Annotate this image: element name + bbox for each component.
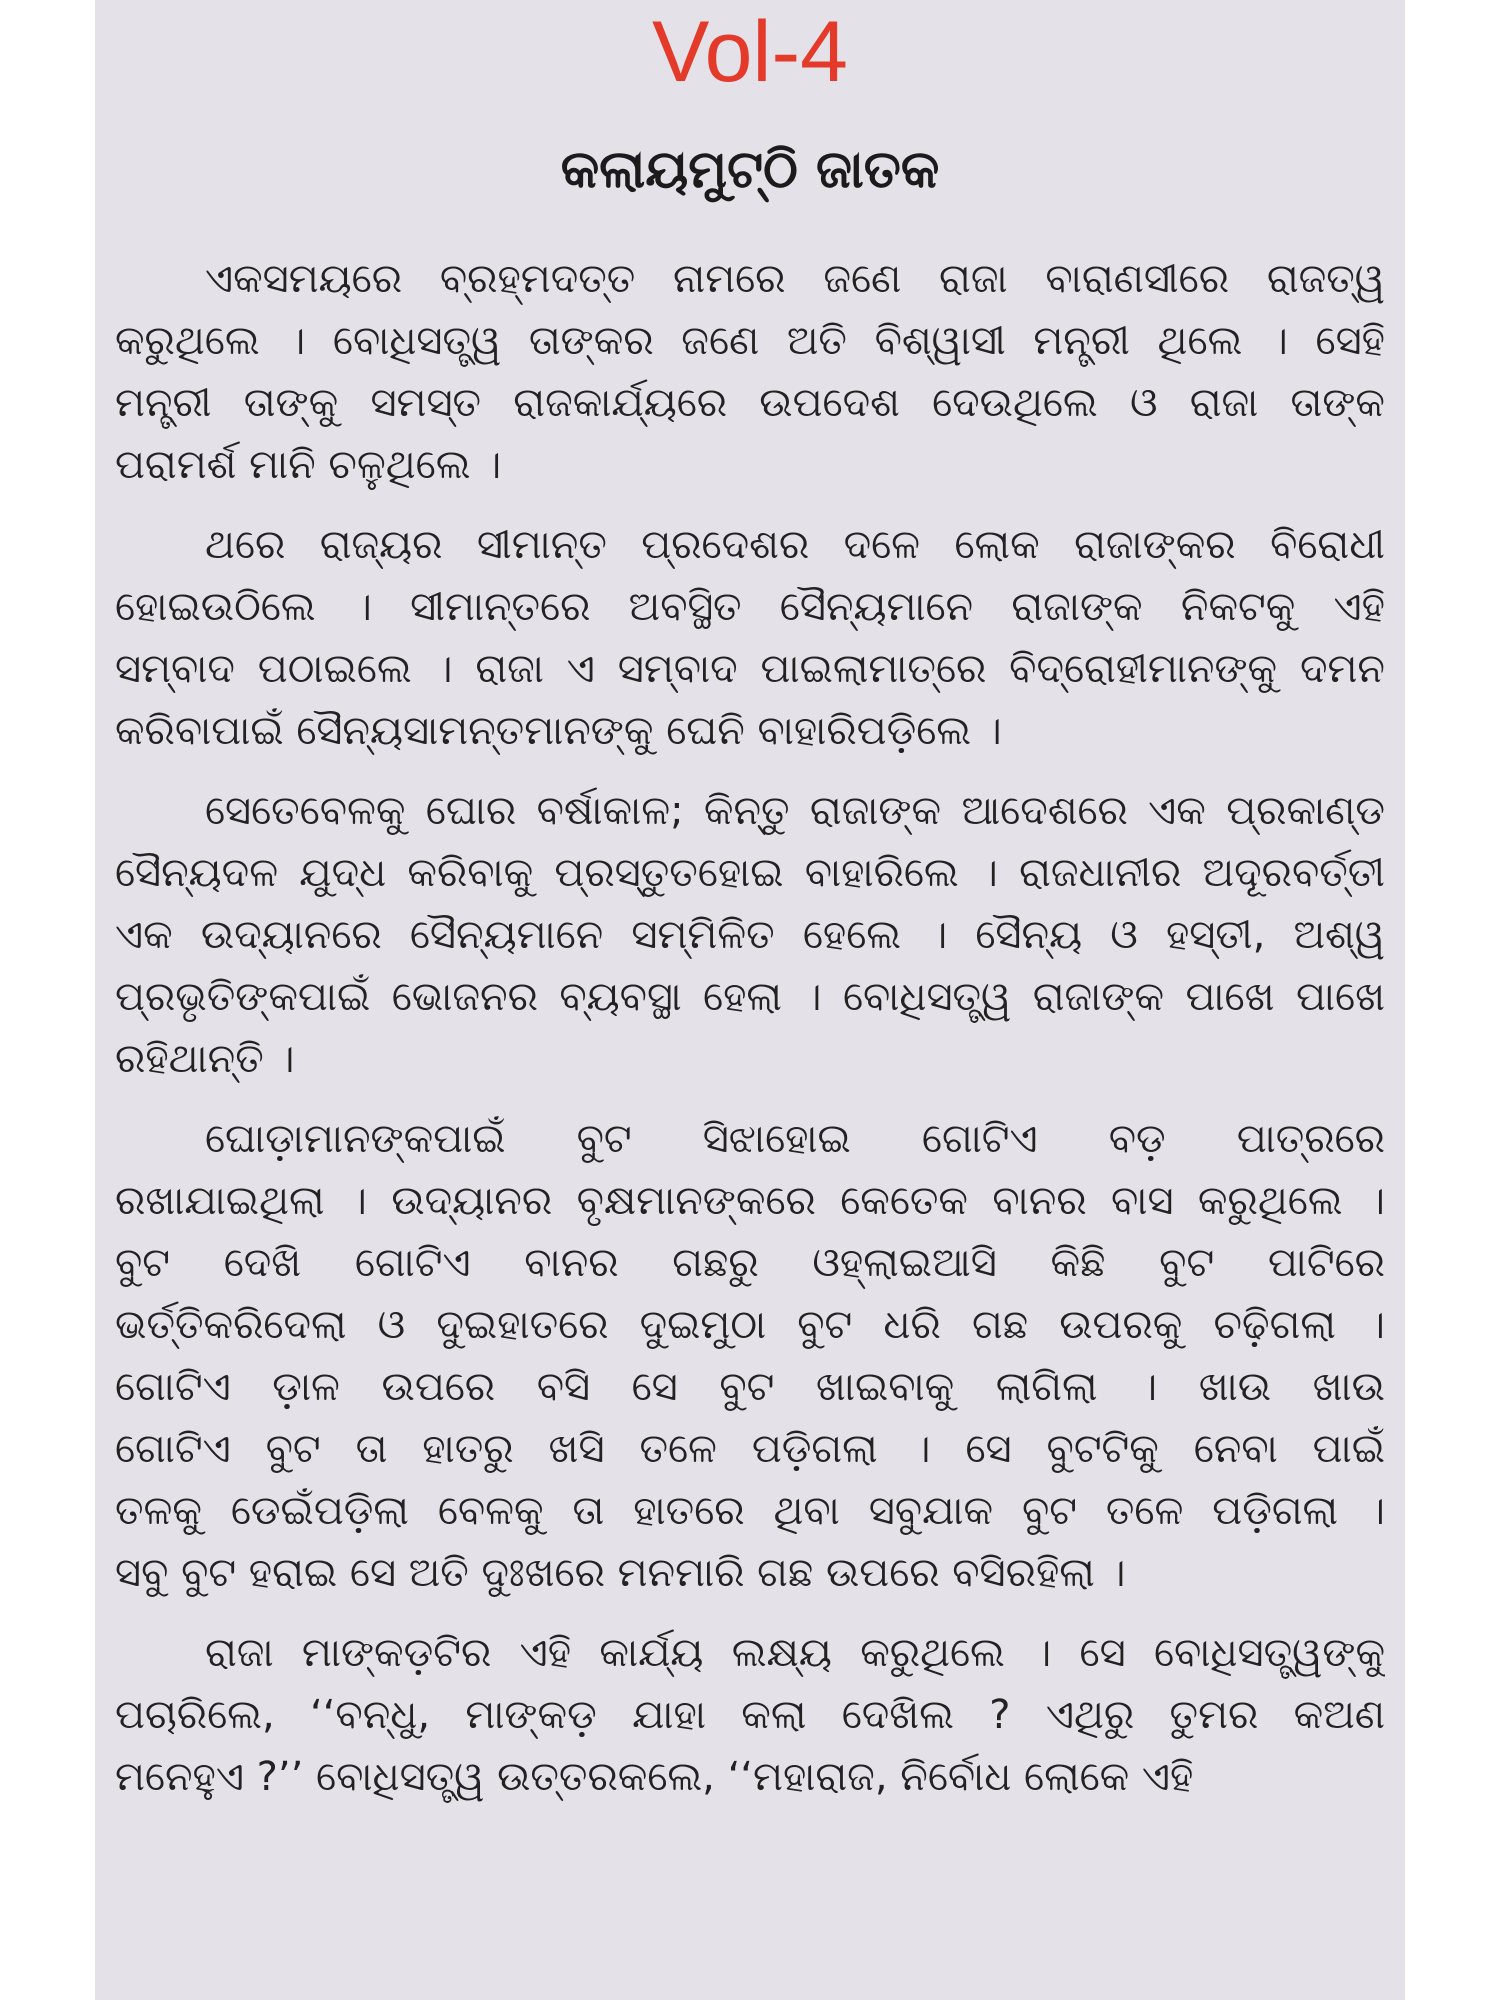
text-line: ବୁଟ ଦେଖି ଗୋଟିଏ ବାନର ଗଛରୁ ଓହ୍ଲାଇଆସି କିଛି ବୁଟ ପାଟିରେ [115, 1240, 1385, 1286]
paragraph [115, 1622, 1385, 1808]
text-line: ଗୋଟିଏ ବୁଟ ତା ହାତରୁ ଖସି ତଳେ ପଡ଼ିଗଲା । ସେ ବୁଟଟିକୁ ନେବା ପାଇଁ [115, 1426, 1385, 1472]
paragraph [115, 1108, 1385, 1604]
text-line: ସୈନ୍ୟଦଳ ଯୁଦ୍ଧ କରିବାକୁ ପ୍ରସ୍ତୁତହୋଇ ବାହାରିଲେ । ରାଜଧାନୀର ଅଦୂରବର୍ତ୍ତୀ [115, 850, 1385, 896]
text-line: ହୋଇଉଠିଲେ । ସୀମାନ୍ତରେ ଅବସ୍ଥିତ ସୈନ୍ୟମାନେ ରାଜାଙ୍କ ନିକଟକୁ ଏହି [115, 584, 1385, 630]
paragraph [115, 248, 1385, 496]
paragraph [115, 780, 1385, 1090]
story-title: କଲାୟମୁଟ୍‌ଠି ଜାତକ [560, 140, 940, 200]
text-line: ସମ୍ବାଦ ପଠାଇଲେ । ରାଜା ଏ ସମ୍ବାଦ ପାଇଲାମାତ୍ରେ ବିଦ୍ରୋହୀମାନଙ୍କୁ ଦମନ [115, 646, 1385, 692]
text-line: ପଚାରିଲେ, ‘‘ବନ୍ଧୁ, ମାଙ୍କଡ଼ ଯାହା କଲା ଦେଖିଲ ? ଏଥିରୁ ତୁମର କଅଣ [115, 1692, 1385, 1738]
text-line: ଭର୍ତ୍ତିକରିଦେଲା ଓ ଦୁଇହାତରେ ଦୁଇମୁଠା ବୁଟ ଧରି ଗଛ ଉପରକୁ ଚଢ଼ିଗଲା । [115, 1302, 1385, 1348]
text-line: ରଖାଯାଇଥିଲା । ଉଦ୍ୟାନର ବୃକ୍ଷମାନଙ୍କରେ କେତେକ ବାନର ବାସ କରୁଥିଲେ । [115, 1178, 1385, 1224]
text-line: ପ୍ରଭୃତିଙ୍କପାଇଁ ଭୋଜନର ବ୍ୟବସ୍ଥା ହେଲା । ବୋଧିସତ୍ତ୍ୱ ରାଜାଙ୍କ ପାଖେ ପାଖେ [115, 974, 1385, 1020]
text-line: ସବୁ ବୁଟ ହରାଇ ସେ ଅତି ଦୁଃଖରେ ମନମାରି ଗଛ ଉପରେ ବସିରହିଲା । [115, 1550, 1126, 1596]
text-line: ମନ୍ତ୍ରୀ ତାଙ୍କୁ ସମସ୍ତ ରାଜକାର୍ଯ୍ୟରେ ଉପଦେଶ ଦେଉଥିଲେ ଓ ରାଜା ତାଙ୍କ [115, 380, 1385, 426]
volume-label: Vol-4 [651, 4, 849, 100]
text-line: ସେତେବେଳକୁ ଘୋର ବର୍ଷାକାଳ; କିନ୍ତୁ ରାଜାଙ୍କ ଆଦେଶରେ ଏକ ପ୍ରକାଣ୍ଡ [205, 788, 1385, 834]
text-line: ଏକ ଉଦ୍ୟାନରେ ସୈନ୍ୟମାନେ ସମ୍ମିଳିତ ହେଲେ । ସୈନ୍ୟ ଓ ହସ୍ତୀ, ଅଶ୍ୱ [115, 912, 1385, 958]
text-line: ଥରେ ରାଜ୍ୟର ସୀମାନ୍ତ ପ୍ରଦେଶର ଦଳେ ଲୋକ ରାଜାଙ୍କର ବିରୋଧୀ [205, 522, 1385, 568]
text-line: କରିବାପାଇଁ ସୈନ୍ୟସାମନ୍ତମାନଙ୍କୁ ଘେନି ବାହାରିପଡ଼ିଲେ । [115, 708, 1002, 754]
text-line: ଏକସମୟରେ ବ୍ରହ୍ମଦତ୍ତ ନାମରେ ଜଣେ ରାଜା ବାରାଣସୀରେ ରାଜତ୍ୱ [205, 256, 1385, 302]
text-line: ତଳକୁ ଡେଇଁପଡ଼ିଲା ବେଳକୁ ତା ହାତରେ ଥିବା ସବୁଯାକ ବୁଟ ତଳେ ପଡ଼ିଗଲା । [115, 1488, 1385, 1534]
text-line: କରୁଥିଲେ । ବୋଧିସତ୍ତ୍ୱ ତାଙ୍କର ଜଣେ ଅତି ବିଶ୍ୱାସୀ ମନ୍ତ୍ରୀ ଥିଲେ । ସେହି [115, 318, 1385, 364]
text-line: ଗୋଟିଏ ଡ଼ାଳ ଉପରେ ବସି ସେ ବୁଟ ଖାଇବାକୁ ଲାଗିଲା । ଖାଉ ଖାଉ [115, 1364, 1385, 1410]
text-line: ମନେହୁଏ ?’’ ବୋଧିସତ୍ତ୍ୱ ଉତ୍ତରକଲେ, ‘‘ମହାରାଜ, ନିର୍ବୋଧ ଲୋକେ ଏହି [115, 1754, 1194, 1800]
book-page [95, 0, 1405, 2000]
text-line: ରହିଥାନ୍ତି । [115, 1036, 295, 1082]
text-line: ଘୋଡ଼ାମାନଙ୍କପାଇଁ ବୁଟ ସିଝାହୋଇ ଗୋଟିଏ ବଡ଼ ପାତ୍ରରେ [205, 1116, 1385, 1162]
story-body [115, 248, 1385, 1808]
paragraph [115, 514, 1385, 762]
text-line: ରାଜା ମାଙ୍କଡ଼ଟିର ଏହି କାର୍ଯ୍ୟ ଲକ୍ଷ୍ୟ କରୁଥିଲେ । ସେ ବୋଧିସତ୍ତ୍ୱଙ୍କୁ [205, 1630, 1385, 1676]
text-line: ପରାମର୍ଶ ମାନି ଚଳୁଥିଲେ । [115, 442, 502, 488]
